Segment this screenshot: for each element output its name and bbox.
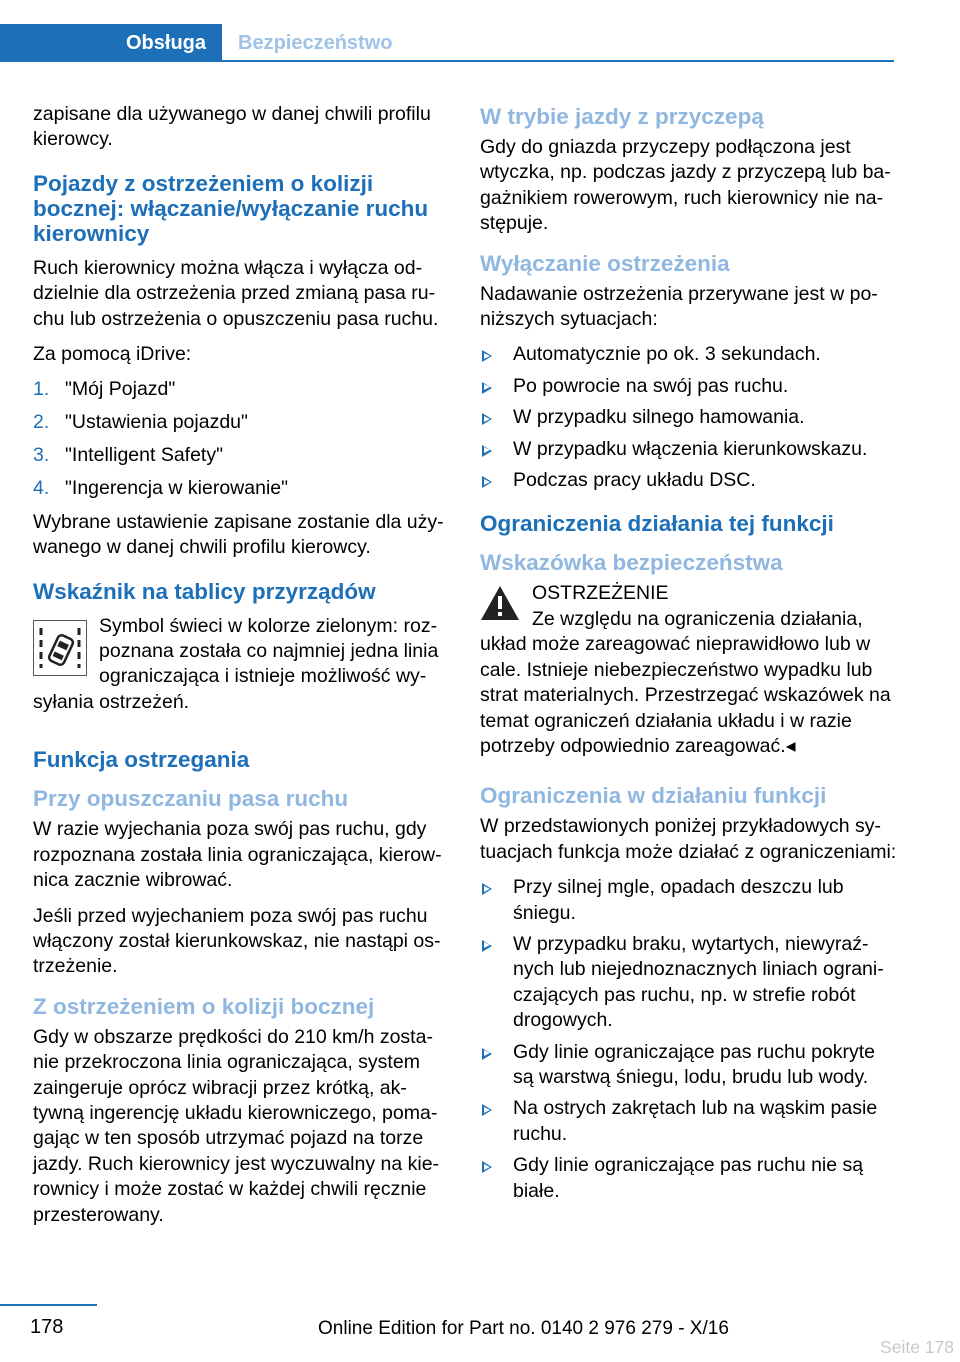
list-item [480,1040,898,1091]
list-item [480,932,898,1034]
list-item [480,468,898,493]
list-item [480,342,898,367]
heading-side-collision: Pojazdy z ostrzeżeniem o kolizji bocznej: włączanie/wyłączanie ruchu kierownicy [33,170,429,246]
list-item-text: Przy silnej mgle, opadach deszczu lub śniegu. [513,876,844,924]
left-column [33,102,451,1238]
lane-departure-warning-icon [33,620,87,676]
warning-off-list [480,342,898,493]
list-item [33,476,451,501]
triangle-bullet-icon [482,445,492,457]
step-text: "Ustawienia pojazdu" [65,411,248,434]
triangle-bullet-icon [482,940,492,952]
heading-function: Funkcja ostrzegania [33,747,250,773]
list-item-text: Po powrocie na swój pas ruchu. [513,374,789,397]
step-number: 1. [33,378,50,401]
step-number: 2. [33,411,50,434]
limits-paragraph: W przedstawionych poniżej przykładowych sytuacjach funkcja może działać z ograniczeniami: [480,815,897,863]
trailer-paragraph: Gdy do gniazda przyczepy podłączona jest wtyczka, np. podczas jazdy z przyczepą lub bagażnikiem rowerowym, ruch kierownicy nie następuje. [480,136,891,235]
list-item-text: W przypadku włączenia kierunkowskazu. [513,437,868,460]
triangle-bullet-icon [482,382,492,394]
watermark: Seite 178 [880,1337,954,1357]
steering-paragraph: Ruch kierownicy można włącza i wyłącza oddzielnie dla ostrzeżenia przed zmianą pasa ruchu lub ostrzeżenia o opuszczeniu pasa ruchu. [33,256,439,330]
heading-warning-off: Wyłączanie ostrzeżenia [480,250,730,276]
idrive-paragraph: Za pomocą iDrive: [33,343,192,366]
list-item-text: Gdy linie ograniczające pas ruchu nie są białe. [513,1154,864,1202]
indicator-paragraph [33,614,451,716]
heading-trailer: W trybie jazdy z przyczepą [480,104,764,129]
triangle-bullet-icon [482,476,492,488]
list-item-text: Na ostrych zakrętach lub na wąskim pasie ruchu. [513,1097,878,1145]
step-number: 4. [33,477,50,500]
heading-leaving-lane: Przy opuszczaniu pasa ruchu [33,786,349,812]
step-text: "Mój Pojazd" [65,378,176,401]
page-header [0,0,960,64]
triangle-bullet-icon [482,413,492,425]
heading-side-warning: Z ostrzeżeniem o kolizji bocznej [33,993,375,1019]
limits-list [480,875,898,1204]
tab-bezpieczenstwo[interactable]: Bezpieczeństwo [238,32,393,54]
saved-paragraph: Wybrane ustawienie zapisane zostanie dla używanego w danej chwili profilu kierowcy. [33,510,444,559]
list-item-text: Gdy linie ograniczające pas ruchu pokryte są warstwą śniegu, lodu, brudu lub wody. [513,1040,876,1088]
intro-paragraph: zapisane dla używanego w danej chwili profilu kierowcy. [33,103,431,151]
footer-divider [0,1304,97,1306]
triangle-bullet-icon [482,1104,492,1116]
header-divider [222,60,894,62]
triangle-bullet-icon [482,883,492,895]
right-column [480,102,898,1214]
tab-obsluga[interactable]: Obsługa [0,24,222,62]
list-item [480,437,898,462]
edition-note: Online Edition for Part no. 0140 2 976 279 - X/16 [318,1318,729,1339]
list-item [33,410,451,435]
heading-indicator: Wskaźnik na tablicy przyrządów [33,578,376,604]
list-item [480,1153,898,1204]
list-item [480,875,898,926]
warning-text: Ze względu na ograniczenia działania, układ może zareagować nieprawidłowo lub w cale. Istnieje niebezpieczeństwo wypadku lub strat materialnych. Przestrzegać wskazówek na temat ograniczeń działania układu i w razie potrzeby odpowiednio zareagować.◂ [480,607,891,757]
list-item [33,443,451,468]
warning-triangle-icon [480,585,520,621]
list-item [480,405,898,430]
step-text: "Intelligent Safety" [65,444,224,467]
triangle-bullet-icon [482,1048,492,1060]
indicator-text: Symbol świeci w kolorze zielonym: rozpoznana została co najmniej jedna linia ograniczająca i istnieje możliwość wysyłania ostrzeżeń. [33,614,439,713]
list-item [33,377,451,402]
list-item [480,1096,898,1147]
triangle-bullet-icon [482,1161,492,1173]
heading-limits: Ograniczenia działania tej funkcji [480,511,834,537]
list-item [480,374,898,399]
list-item-text: Automatycznie po ok. 3 sekundach. [513,343,821,366]
side-warning-paragraph: Gdy w obszarze prędkości do 210 km/h zostanie przekroczona linia ograniczająca, system zaingeruje oprócz wibracji przez krótką, aktywną ingerencję układu kierowniczego, pomagając w ten sposób utrzymać pojazd na torze jazdy. Ruch kierownicy jest wyczuwalny na kierownicy i może zostać w każdej chwili ręcznie przesterowany. [33,1025,440,1226]
heading-safety-note: Wskazówka bezpieczeństwa [480,550,783,576]
list-item-text: W przypadku braku, wytartych, niewyraźnych lub niejednoznacznych liniach ograniczających pas ruchu, np. w strefie robót drogowych. [513,932,884,1032]
triangle-bullet-icon [482,350,492,362]
leaving-paragraph-1: W razie wyjechania poza swój pas ruchu, gdy rozpoznana została linia ograniczająca, kierownica zacznie wibrować. [33,818,442,892]
warning-title: OSTRZEŻENIE [532,582,669,605]
warning-off-paragraph: Nadawanie ostrzeżenia przerywane jest w poniższych sytuacjach: [480,282,878,331]
heading-limits-2: Ograniczenia w działaniu funkcji [480,783,827,809]
leaving-paragraph-2: Jeśli przed wyjechaniem poza swój pas ruchu włączony został kierunkowskaz, nie nastąpi ostrzeżenie. [33,904,441,978]
step-text: "Ingerencja w kierowanie" [65,477,289,500]
list-item-text: Podczas pracy układu DSC. [513,469,756,492]
page-number: 178 [30,1316,64,1338]
idrive-steps [33,377,451,501]
step-number: 3. [33,444,50,467]
list-item-text: W przypadku silnego hamowania. [513,406,805,429]
warning-box [480,581,898,759]
